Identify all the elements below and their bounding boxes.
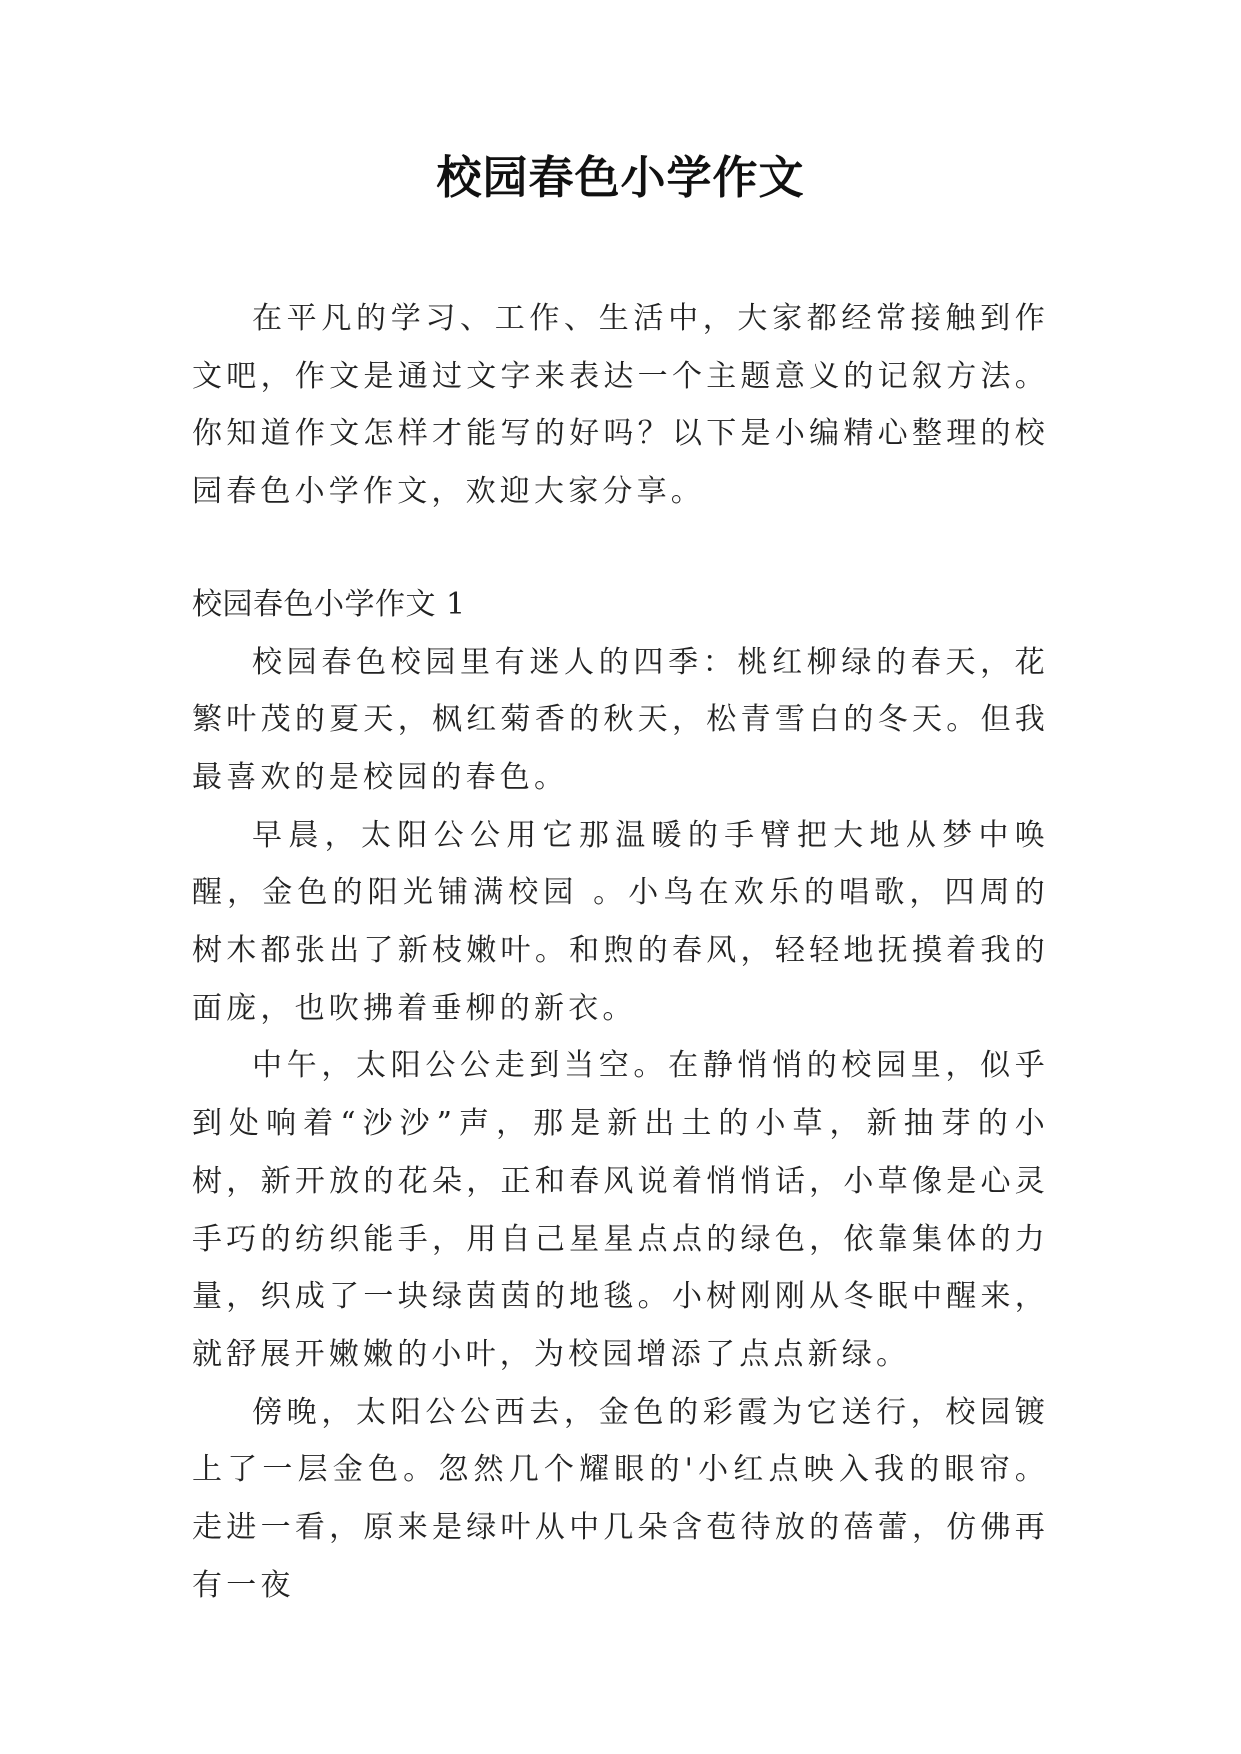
- document-body: [192, 290, 1049, 1614]
- body-paragraph: 早晨，太阳公公用它那温暖的手臂把大地从梦中唤醒，金色的阳光铺满校园 。小鸟在欢乐的唱歌，四周的树木都张出了新枝嫩叶。和煦的春风，轻轻地抚摸着我的面庞，也吹拂着垂柳的新衣。: [192, 817, 1049, 1026]
- body-paragraph: 校园春色校园里有迷人的四季：桃红柳绿的春天，花繁叶茂的夏天，枫红菊香的秋天，松青雪白的冬天。但我最喜欢的是校园的春色。: [192, 644, 1049, 795]
- body-paragraph: 傍晚，太阳公公西去，金色的彩霞为它送行，校园镀上了一层金色。忽然几个耀眼的'小红点映入我的眼帘。走进一看，原来是绿叶从中几朵含苞待放的蓓蕾，仿佛再有一夜: [192, 1394, 1049, 1603]
- intro-paragraph: 在平凡的学习、工作、生活中，大家都经常接触到作文吧，作文是通过文字来表达一个主题意义的记叙方法。你知道作文怎样才能写的好吗？以下是小编精心整理的校园春色小学作文，欢迎大家分享。: [192, 301, 1049, 510]
- body-paragraph: 中午，太阳公公走到当空。在静悄悄的校园里，似乎到处响着“沙沙”声，那是新出土的小草，新抽芽的小树，新开放的花朵，正和春风说着悄悄话，小草像是心灵手巧的纺织能手，用自己星星点点的绿色，依靠集体的力量，织成了一块绿茵茵的地毯。小树刚刚从冬眠中醒来，就舒展开嫩嫩的小叶，为校园增添了点点新绿。: [192, 1048, 1049, 1372]
- section-title: 校园春色小学作文 1: [192, 586, 466, 622]
- document-title: 校园春色小学作文: [436, 151, 805, 204]
